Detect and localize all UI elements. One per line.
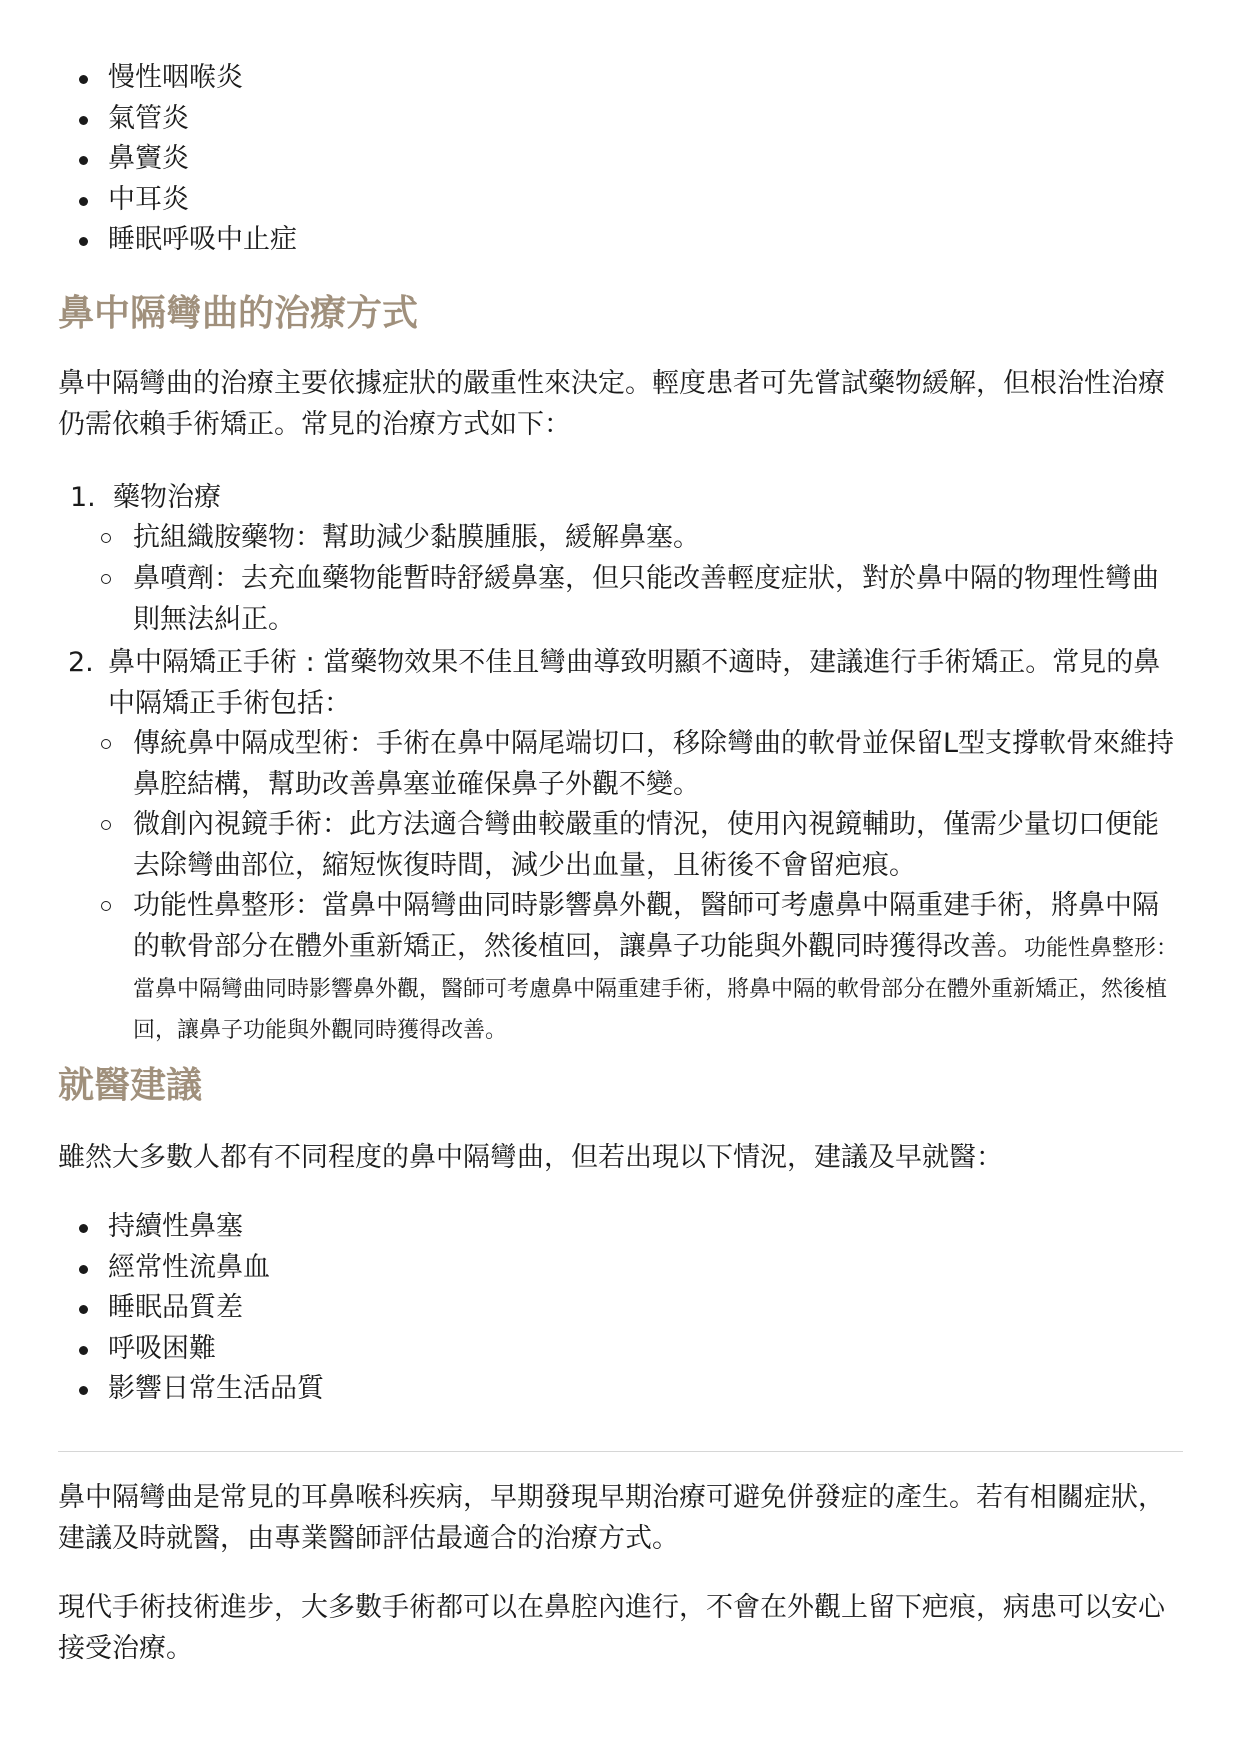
list-item: 慢性咽喉炎	[58, 58, 1183, 99]
sub-item	[95, 885, 1183, 1049]
sub-list	[95, 517, 1183, 640]
complications-list	[58, 58, 1183, 261]
list-item: 持續性鼻塞	[58, 1207, 1183, 1248]
list-item: 影響日常生活品質	[58, 1369, 1183, 1410]
advice-intro: 雖然大多數人都有不同程度的鼻中隔彎曲，但若出現以下情況，建議及早就醫：	[58, 1142, 1003, 1173]
sub-item: 微創內視鏡手術：此方法適合彎曲較嚴重的情況，使用內視鏡輔助，僅需少量切口便能去除彎曲部位，縮短恢復時間，減少出血量，且術後不會留疤痕。	[95, 804, 1183, 886]
sub-item: 傳統鼻中隔成型術：手術在鼻中隔尾端切口，移除彎曲的軟骨並保留L型支撐軟骨來維持鼻腔結構，幫助改善鼻塞並確保鼻子外觀不變。	[95, 723, 1183, 805]
conclusion-paragraph: 鼻中隔彎曲是常見的耳鼻喉科疾病，早期發現早期治療可避免併發症的產生。若有相關症狀，建議及時就醫，由專業醫師評估最適合的治療方式。	[58, 1482, 1165, 1554]
list-item: 鼻竇炎	[58, 139, 1183, 180]
sub-item-text: 功能性鼻整形：當鼻中隔彎曲同時影響鼻外觀，醫師可考慮鼻中隔重建手術，將鼻中隔的軟骨部分在體外重新矯正，然後植回，讓鼻子功能與外觀同時獲得改善。	[133, 890, 1159, 962]
divider	[58, 1451, 1183, 1452]
sub-item: 鼻噴劑：去充血藥物能暫時舒緩鼻塞，但只能改善輕度症狀，對於鼻中隔的物理性彎曲則無法糾正。	[95, 558, 1183, 640]
treatment-list	[58, 477, 1183, 1049]
list-item: 睡眠呼吸中止症	[58, 220, 1183, 261]
item-title: 藥物治療	[113, 482, 221, 513]
section-heading-treatment: 鼻中隔彎曲的治療方式	[58, 293, 419, 334]
list-item: 中耳炎	[58, 180, 1183, 221]
section-heading-advice: 就醫建議	[58, 1065, 203, 1106]
item-title: 鼻中隔矯正手術 : 當藥物效果不佳且彎曲導致明顯不適時，建議進行手術矯正。常見的鼻中隔矯正手術包括：	[108, 647, 1161, 719]
item-number: 1.	[70, 482, 96, 513]
treatment-intro: 鼻中隔彎曲的治療主要依據症狀的嚴重性來決定。輕度患者可先嘗試藥物緩解，但根治性治療仍需依賴手術矯正。常見的治療方式如下：	[58, 368, 1165, 440]
treatment-item	[58, 477, 1183, 640]
list-item: 呼吸困難	[58, 1329, 1183, 1370]
list-item: 經常性流鼻血	[58, 1248, 1183, 1289]
conclusion-paragraph: 現代手術技術進步，大多數手術都可以在鼻腔內進行，不會在外觀上留下疤痕，病患可以安心接受治療。	[58, 1592, 1165, 1664]
item-number: 2.	[68, 647, 94, 678]
sub-list	[95, 723, 1183, 1049]
advice-list	[58, 1207, 1183, 1410]
list-item: 睡眠品質差	[58, 1288, 1183, 1329]
sub-item: 抗組織胺藥物：幫助減少黏膜腫脹，緩解鼻塞。	[95, 517, 1183, 558]
list-item: 氣管炎	[58, 99, 1183, 140]
sub-item-duplicate-note: 功能性鼻整形：當鼻中隔彎曲同時影響鼻外觀，醫師可考慮鼻中隔重建手術，將鼻中隔的軟骨部分在體外重新矯正，然後植回，讓鼻子功能與外觀同時獲得改善。	[133, 936, 1179, 1043]
treatment-item	[58, 642, 1183, 1049]
